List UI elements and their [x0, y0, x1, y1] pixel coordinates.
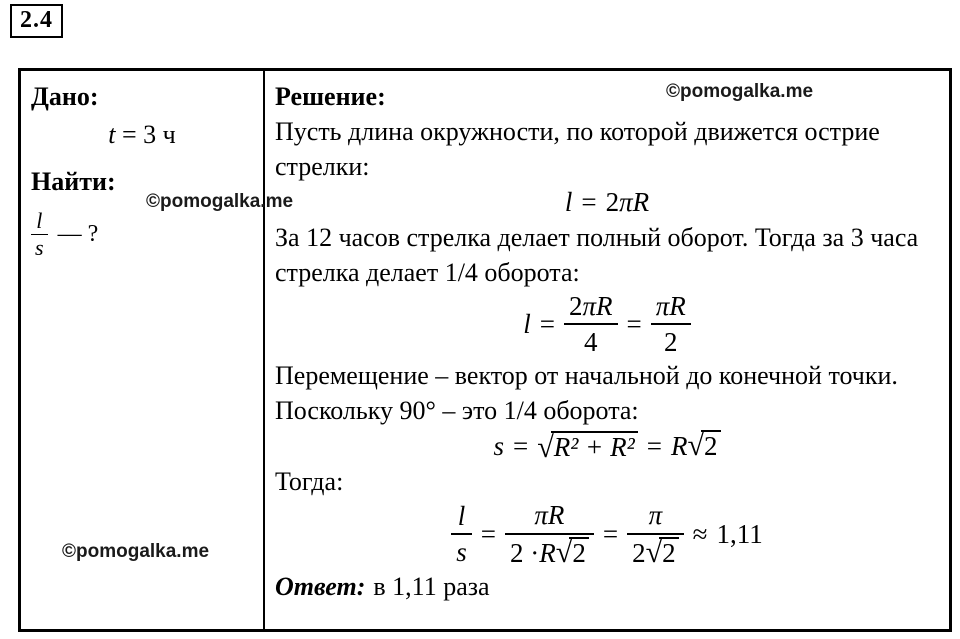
radicand: 2 [701, 430, 721, 461]
answer-label: Ответ: [275, 572, 366, 602]
fraction-pi-over-2sqrt2 [627, 500, 684, 568]
watermark-top-right: ©pomogalka.me [666, 81, 814, 102]
equals-sign: = [539, 308, 555, 339]
find-question-mark: — ? [57, 221, 99, 248]
coefficient: 2 [568, 291, 583, 321]
radicand: R² + R² [551, 431, 638, 462]
variable: R [539, 538, 556, 569]
equals-sign: = [512, 431, 529, 462]
equals-sign: = [480, 518, 496, 549]
fraction-denominator: s [456, 537, 467, 568]
fraction-denominator [627, 535, 684, 569]
find-expression [31, 209, 253, 260]
coefficient: R [670, 431, 688, 462]
variable: πR [619, 187, 650, 217]
answer-line [275, 569, 939, 604]
coefficient: 2 [632, 538, 646, 569]
find-ratio-fraction [31, 209, 48, 260]
fraction-l-over-s [451, 501, 472, 567]
problem-number-box [10, 4, 63, 38]
watermark-middle-left: ©pomogalka.me [146, 191, 294, 212]
answer-text: в 1,11 раза [373, 572, 490, 602]
given-header: Дано: [31, 82, 99, 111]
radicand: 2 [569, 537, 589, 568]
time-value: 3 ч [143, 120, 176, 149]
equals-sign: = [646, 431, 662, 462]
fraction-denominator: 2 [664, 327, 678, 358]
fraction-numerator: πR [505, 500, 594, 534]
formula-ratio [275, 500, 939, 568]
fraction-numerator: πR [651, 291, 691, 325]
result-R-sqrt2 [671, 428, 721, 464]
fraction-piR-over-2 [651, 291, 691, 357]
watermark-bottom-left: ©pomogalka.me [62, 541, 210, 562]
approx-sign: ≈ [692, 518, 708, 549]
fraction-numerator: l [451, 501, 472, 535]
radical-sign: √ [555, 535, 573, 570]
solution-header: Решение: [275, 82, 386, 111]
equals-sign: = [602, 518, 619, 549]
given-time-equation [31, 120, 253, 150]
find-header: Найти: [31, 167, 116, 196]
square-root [556, 537, 589, 568]
fraction-denominator: 4 [583, 327, 598, 358]
formula-displacement [275, 428, 939, 464]
length-symbol: l [564, 187, 573, 217]
square-root [646, 537, 679, 568]
coefficient: 2 [605, 187, 620, 217]
radical-sign: √ [645, 535, 663, 570]
square-root [687, 430, 720, 461]
problem-number: 2.4 [20, 7, 53, 33]
fraction-piR-over-2Rsqrt2 [505, 500, 594, 568]
coefficient: 2 · [510, 538, 540, 569]
variable: πR [582, 291, 613, 321]
radical-sign: √ [537, 429, 554, 464]
ratio-value: 1,11 [716, 518, 763, 549]
ratio-numerator: l [31, 209, 48, 235]
ratio-denominator: s [35, 235, 44, 261]
solution-column [265, 71, 949, 629]
fraction-denominator [505, 535, 594, 569]
solution-paragraph-4: Тогда: [275, 467, 344, 497]
radicand: 2 [659, 537, 679, 568]
radical-sign: √ [687, 428, 705, 463]
fraction-2piR-over-4 [564, 291, 618, 357]
solution-paragraph-2: За 12 часов стрелка делает полный оборот. Тогда за 3 часа стрелка делает 1/4 оборота: [275, 223, 919, 287]
formula-circumference [275, 184, 939, 220]
displacement-symbol: s [493, 431, 504, 462]
equals-sign: = [121, 120, 137, 149]
square-root [537, 431, 638, 462]
time-symbol: t [108, 120, 116, 149]
length-symbol: l [523, 308, 531, 339]
fraction-numerator: π [627, 500, 684, 534]
solution-paragraph-1: Пусть длина окружности, по которой движется острие стрелки: [275, 117, 880, 181]
formula-quarter-arc [275, 291, 939, 357]
solution-paragraph-3: Перемещение – вектор от начальной до конечной точки. Поскольку 90° – это 1/4 оборота: [275, 361, 898, 426]
circumference-value [606, 184, 650, 220]
equals-sign: = [626, 308, 642, 339]
equals-sign: = [581, 187, 597, 217]
fraction-numerator [564, 291, 618, 325]
